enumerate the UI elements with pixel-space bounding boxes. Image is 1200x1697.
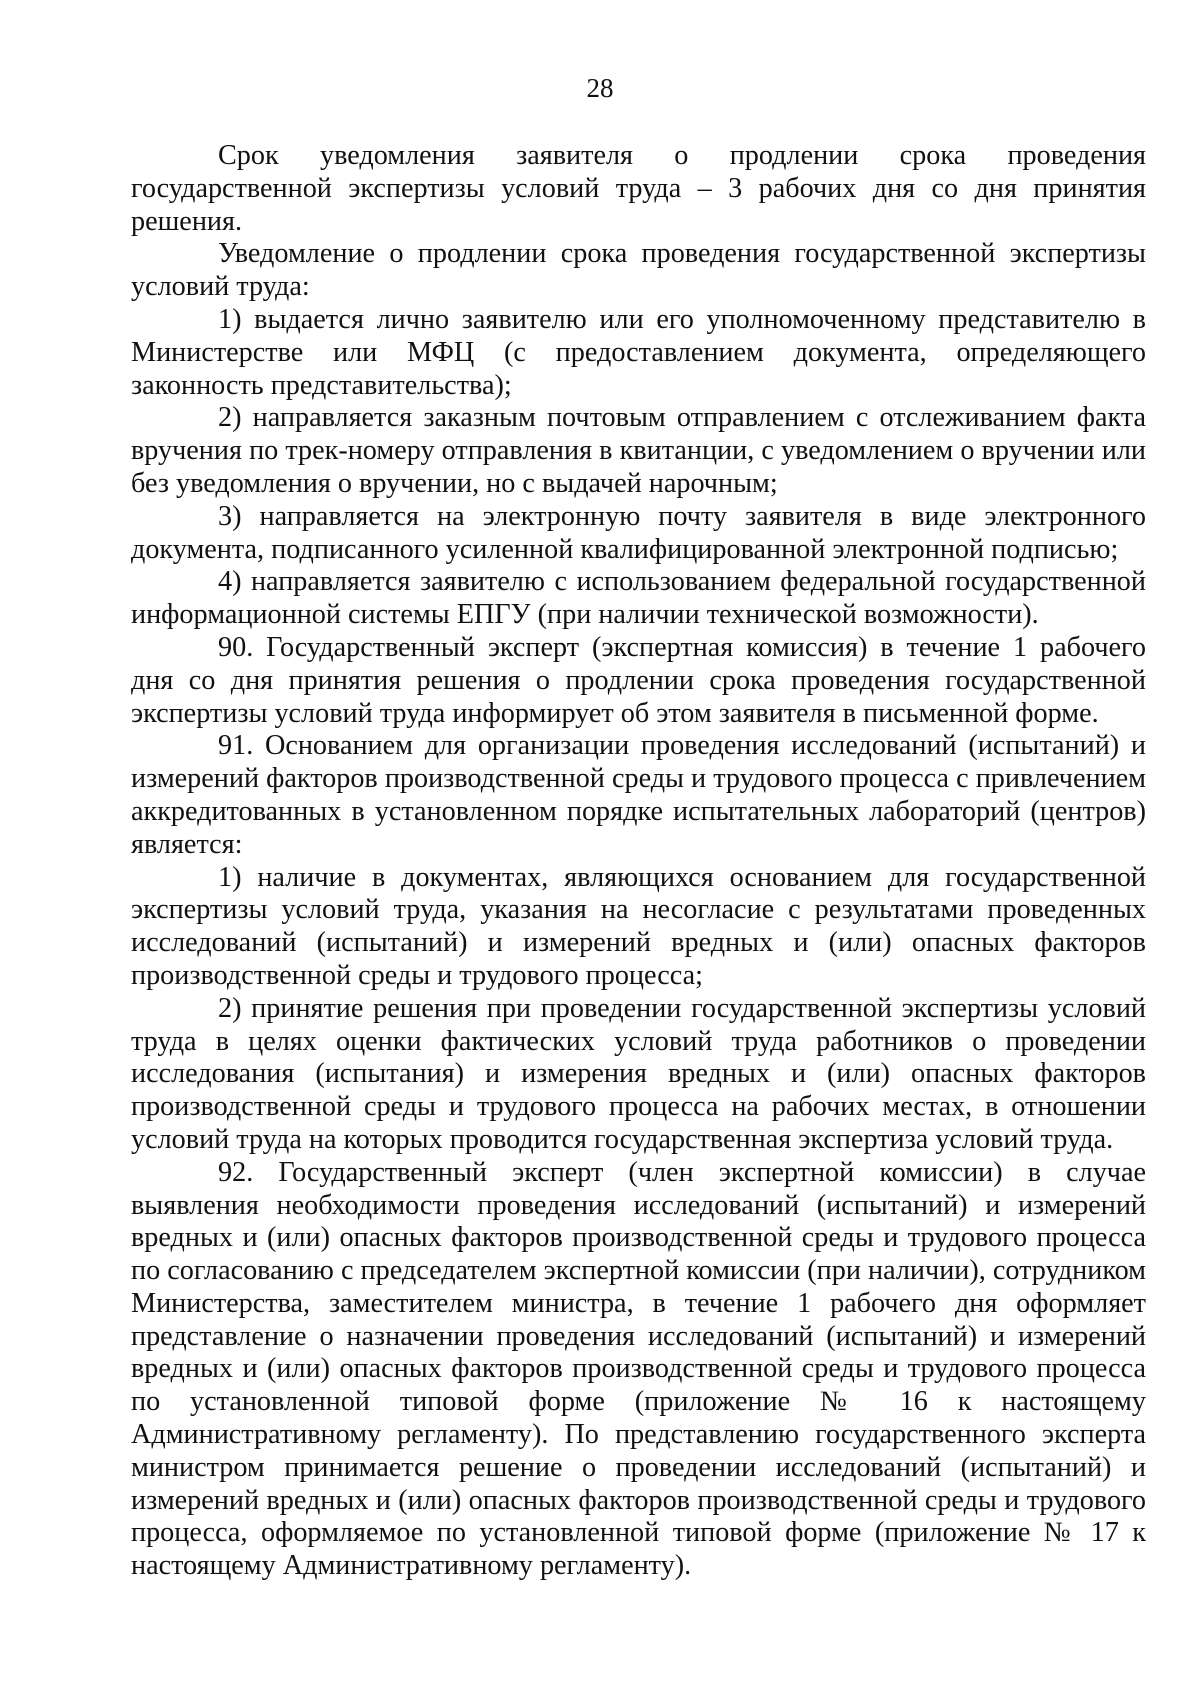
- list-item-disagreement: 1) наличие в документах, являющихся основанием для государственной экспертизы условий труда, указания на несогласие с результатами проведенных исследований (испытаний) и измерений вредных и (или) опасных факторов производственной среды и трудового процесса;: [131, 861, 1146, 991]
- paragraph-notification-intro: Уведомление о продлении срока проведения государственной экспертизы условий труда:: [131, 238, 1146, 303]
- list-item-personal-delivery: 1) выдается лично заявителю или его уполномоченному представителю в Министерстве или МФЦ (с предоставлением документа, определяющего законность представительства);: [131, 303, 1146, 401]
- list-item-epgu: 4) направляется заявителю с использованием федеральной государственной информационной системы ЕПГУ (при наличии технической возможности).: [131, 566, 1146, 631]
- paragraph-section-92: 92. Государственный эксперт (член экспертной комиссии) в случае выявления необходимости проведения исследований (испытаний) и измерений вредных и (или) опасных факторов производственной среды и трудового процесса по согласованию с председателем экспертной комиссии (при наличии), сотрудником Министерства, заместителем министра, в течение 1 рабочего дня оформляет представление о назначении проведения исследований (испытаний) и измерений вредных и (или) опасных факторов производственной среды и трудового процесса по установленной типовой форме (приложение № 16 к настоящему Административному регламенту). По представлению государственного эксперта министром принимается решение о проведении исследований (испытаний) и измерений вредных и (или) опасных факторов производственной среды и трудового процесса, оформляемое по установленной типовой форме (приложение № 17 к настоящему Административному регламенту).: [131, 1156, 1146, 1582]
- list-item-decision: 2) принятие решения при проведении государственной экспертизы условий труда в целях оценки фактических условий труда работников о проведении исследования (испытания) и измерения вредных и (или) опасных факторов производственной среды и трудового процесса на рабочих местах, в отношении условий труда на которых проводится государственная экспертиза условий труда.: [131, 992, 1146, 1155]
- list-item-registered-mail: 2) направляется заказным почтовым отправлением с отслеживанием факта вручения по трек-номеру отправления в квитанции, с уведомлением о вручении или без уведомления о вручении, но с выдачей нарочным;: [131, 402, 1146, 499]
- paragraph-section-90: 90. Государственный эксперт (экспертная комиссия) в течение 1 рабочего дня со дня принятия решения о продлении срока проведения государственной экспертизы условий труда информирует об этом заявителя в письменной форме.: [131, 631, 1146, 729]
- list-item-email: 3) направляется на электронную почту заявителя в виде электронного документа, подписанного усиленной квалифицированной электронной подписью;: [131, 500, 1146, 565]
- paragraph-notification-deadline: Срок уведомления заявителя о продлении срока проведения государственной экспертизы условий труда – 3 рабочих дня со дня принятия решения.: [131, 140, 1146, 237]
- page-number: 28: [586, 73, 614, 103]
- paragraph-section-91: 91. Основанием для организации проведения исследований (испытаний) и измерений факторов производственной среды и трудового процесса с привлечением аккредитованных в установленном порядке испытательных лабораторий (центров) является:: [131, 730, 1146, 860]
- document-body: [131, 140, 1146, 1583]
